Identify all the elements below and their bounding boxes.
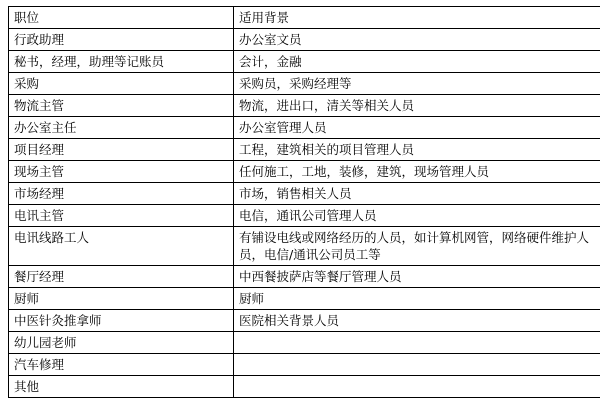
table-row xyxy=(9,266,600,288)
cell-position: 市场经理 xyxy=(9,183,234,205)
cell-background xyxy=(234,354,600,376)
cell-background xyxy=(234,332,600,354)
table-row xyxy=(9,332,600,354)
cell-background: 办公室管理人员 xyxy=(234,117,600,139)
cell-position: 办公室主任 xyxy=(9,117,234,139)
job-position-table xyxy=(8,6,600,398)
table-row xyxy=(9,205,600,227)
cell-position: 秘书，经理，助理等记账员 xyxy=(9,51,234,73)
table-row xyxy=(9,73,600,95)
table-row xyxy=(9,288,600,310)
cell-position: 中医针灸推拿师 xyxy=(9,310,234,332)
table-row xyxy=(9,310,600,332)
table-row xyxy=(9,161,600,183)
cell-background: 中西餐披萨店等餐厅管理人员 xyxy=(234,266,600,288)
cell-background: 物流，进出口，清关等相关人员 xyxy=(234,95,600,117)
table-row xyxy=(9,183,600,205)
cell-position: 厨师 xyxy=(9,288,234,310)
table-row xyxy=(9,227,600,266)
cell-position: 项目经理 xyxy=(9,139,234,161)
cell-background: 办公室文员 xyxy=(234,29,600,51)
cell-background: 采购员，采购经理等 xyxy=(234,73,600,95)
cell-background: 厨师 xyxy=(234,288,600,310)
cell-position: 采购 xyxy=(9,73,234,95)
column-header-position: 职位 xyxy=(9,7,234,29)
cell-background: 工程，建筑相关的项目管理人员 xyxy=(234,139,600,161)
cell-position: 餐厅经理 xyxy=(9,266,234,288)
table-header-row xyxy=(9,7,600,29)
cell-position: 汽车修理 xyxy=(9,354,234,376)
table-row xyxy=(9,117,600,139)
cell-position: 幼儿园老师 xyxy=(9,332,234,354)
table-row xyxy=(9,139,600,161)
table-row xyxy=(9,29,600,51)
cell-background: 电信，通讯公司管理人员 xyxy=(234,205,600,227)
cell-position: 现场主管 xyxy=(9,161,234,183)
table-row xyxy=(9,95,600,117)
column-header-background: 适用背景 xyxy=(234,7,600,29)
cell-background: 任何施工，工地，装修，建筑，现场管理人员 xyxy=(234,161,600,183)
cell-background: 会计，金融 xyxy=(234,51,600,73)
cell-position: 电讯主管 xyxy=(9,205,234,227)
table-row xyxy=(9,51,600,73)
table-body xyxy=(9,7,600,398)
cell-background xyxy=(234,376,600,398)
cell-position: 物流主管 xyxy=(9,95,234,117)
table-row xyxy=(9,376,600,398)
cell-background: 有铺设电线或网络经历的人员，如计算机网管，网络硬件维护人员，电信/通讯公司员工等 xyxy=(234,227,600,266)
table-row xyxy=(9,354,600,376)
cell-background: 医院相关背景人员 xyxy=(234,310,600,332)
cell-position: 其他 xyxy=(9,376,234,398)
cell-background: 市场，销售相关人员 xyxy=(234,183,600,205)
cell-position: 电讯线路工人 xyxy=(9,227,234,266)
cell-position: 行政助理 xyxy=(9,29,234,51)
